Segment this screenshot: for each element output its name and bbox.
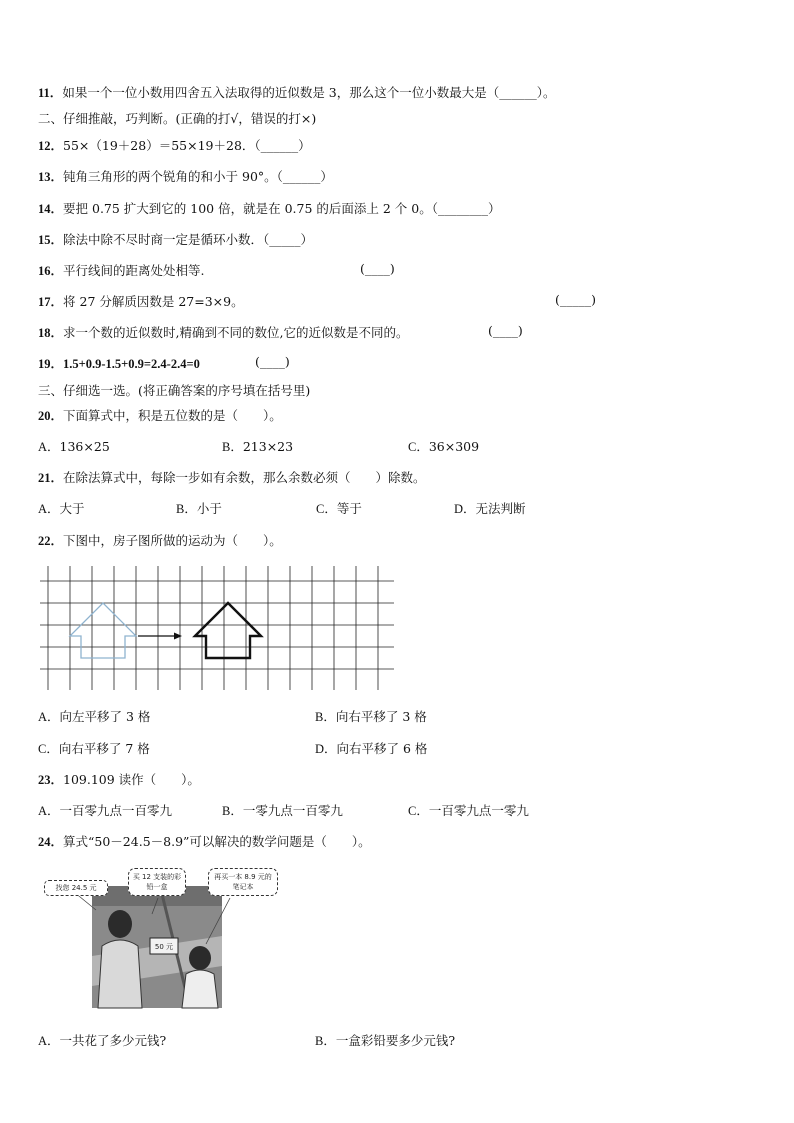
option-text: 大于 — [59, 501, 85, 516]
answer-blank: (____) — [488, 323, 523, 338]
option-text: 36×309 — [428, 439, 480, 454]
question-text: 下图中，房子图所做的运动为（ ）。 — [63, 533, 282, 548]
option-label: A． — [38, 502, 60, 516]
option-b[interactable] — [315, 707, 427, 725]
question-text: 钝角三角形的两个锐角的和小于 90°。（______） — [63, 169, 333, 184]
option-label: C． — [316, 502, 337, 516]
option-label: B． — [222, 804, 243, 818]
question-number: 23． — [38, 773, 64, 787]
question-text: 1.5+0.9-1.5+0.9=2.4-2.4=0 — [63, 357, 200, 371]
speech-bubble-notebook: 再买一本 8.9 元的笔记本 — [208, 868, 278, 896]
option-a[interactable] — [38, 1031, 166, 1049]
question-text: 求一个数的近似数时,精确到不同的数位,它的近似数是不同的。 — [63, 325, 409, 340]
question-21 — [38, 468, 426, 486]
option-d[interactable] — [454, 499, 526, 517]
question-text: 算式“50－24.5－8.9”可以解决的数学问题是（ ）。 — [63, 834, 371, 849]
moved-house-shape — [195, 603, 261, 658]
question-17 — [38, 292, 244, 310]
speech-bubble-change: 找您 24.5 元 — [44, 880, 108, 896]
answer-blank: (____) — [255, 354, 290, 369]
question-24 — [38, 832, 371, 850]
question-14 — [38, 199, 500, 217]
question-13 — [38, 167, 333, 185]
option-label: B． — [222, 440, 243, 454]
original-house-shape — [70, 603, 136, 658]
option-text: 向左平移了 3 格 — [59, 709, 151, 724]
question-number: 22． — [38, 534, 64, 548]
question-text: 下面算式中，积是五位数的是（ ）。 — [63, 408, 282, 423]
question-text: 如果一个一位小数用四舍五入法取得的近似数是 3，那么这个一位小数最大是（______）。 — [62, 85, 556, 100]
question-text: 平行线间的距离处处相等. — [63, 263, 205, 278]
option-text: 向右平移了 3 格 — [335, 709, 427, 724]
option-text: 一百零九点一零九 — [428, 803, 529, 818]
option-text: 一百零九点一百零九 — [59, 803, 173, 818]
child-head — [189, 946, 211, 970]
question-18 — [38, 323, 408, 341]
question-number: 24． — [38, 835, 64, 849]
option-a[interactable] — [38, 707, 150, 725]
option-text: 213×23 — [242, 439, 294, 454]
answer-blank: (_____) — [555, 292, 597, 307]
option-label: C． — [408, 440, 429, 454]
option-label: A． — [38, 804, 60, 818]
answer-blank: (____) — [360, 261, 395, 276]
question-11 — [38, 83, 556, 101]
option-text: 一盒彩铅要多少元钱? — [335, 1033, 456, 1048]
question-15 — [38, 230, 313, 248]
question-number: 18． — [38, 326, 64, 340]
option-a[interactable] — [38, 801, 172, 819]
option-c[interactable] — [408, 437, 479, 455]
option-label: D． — [454, 502, 476, 516]
question-number: 16． — [38, 264, 64, 278]
option-text: 一零九点一百零九 — [242, 803, 343, 818]
section-2-heading: 二、仔细推敲，巧判断。(正确的打√，错误的打×) — [38, 111, 317, 126]
option-text: 等于 — [336, 501, 362, 516]
option-label: B． — [176, 502, 197, 516]
shopping-illustration — [40, 866, 280, 1010]
option-a[interactable] — [38, 499, 85, 517]
speech-bubble-pencils: 买 12 支装的彩铅一盒 — [128, 868, 186, 896]
option-label: B． — [315, 710, 336, 724]
option-label: D． — [315, 742, 337, 756]
clerk-head — [108, 910, 132, 938]
option-b[interactable] — [222, 801, 343, 819]
option-label: B． — [315, 1034, 336, 1048]
question-22 — [38, 531, 282, 549]
question-12 — [38, 136, 311, 154]
question-text: 55×（19＋28）＝55×19＋28．（______） — [63, 138, 311, 153]
option-text: 小于 — [196, 501, 222, 516]
question-text: 除法中除不尽时商一定是循环小数．（_____） — [63, 232, 314, 247]
question-number: 11． — [38, 86, 63, 100]
option-b[interactable] — [222, 437, 293, 455]
translation-grid-figure — [40, 566, 398, 690]
question-20 — [38, 406, 282, 424]
option-c[interactable] — [408, 801, 529, 819]
option-c[interactable] — [38, 739, 150, 757]
question-16 — [38, 261, 205, 279]
question-text: 将 27 分解质因数是 27=3×9。 — [63, 294, 244, 309]
question-text: 要把 0.75 扩大到它的 100 倍，就是在 0.75 的后面添上 2 个 0。（________） — [63, 201, 501, 216]
option-label: C． — [408, 804, 429, 818]
question-number: 21． — [38, 471, 64, 485]
option-a[interactable] — [38, 437, 110, 455]
question-text: 109.109 读作（ ）。 — [63, 772, 200, 787]
option-c[interactable] — [316, 499, 362, 517]
option-text: 一共花了多少元钱? — [59, 1033, 167, 1048]
question-number: 19． — [38, 357, 64, 371]
option-text: 向右平移了 6 格 — [336, 741, 428, 756]
option-text: 向右平移了 7 格 — [58, 741, 150, 756]
option-text: 无法判断 — [475, 501, 526, 516]
question-number: 15． — [38, 233, 64, 247]
question-number: 12． — [38, 139, 64, 153]
question-number: 13． — [38, 170, 64, 184]
option-label: A． — [38, 440, 60, 454]
question-text: 在除法算式中，每除一步如有余数，那么余数必须（ ）除数。 — [63, 470, 426, 485]
section-3-heading: 三、仔细选一选。(将正确答案的序号填在括号里) — [38, 383, 311, 398]
money-sign-label: 50 元 — [154, 943, 174, 951]
question-number: 14． — [38, 202, 64, 216]
option-label: A． — [38, 710, 60, 724]
option-label: A． — [38, 1034, 60, 1048]
grid-lines — [40, 566, 394, 690]
option-text: 136×25 — [59, 439, 110, 454]
option-b[interactable] — [176, 499, 222, 517]
arrow-icon — [138, 633, 182, 640]
question-19 — [38, 354, 200, 372]
question-23 — [38, 770, 200, 788]
option-b[interactable] — [315, 1031, 455, 1049]
option-label: C． — [38, 742, 59, 756]
option-d[interactable] — [315, 739, 427, 757]
question-number: 17． — [38, 295, 64, 309]
question-number: 20． — [38, 409, 64, 423]
